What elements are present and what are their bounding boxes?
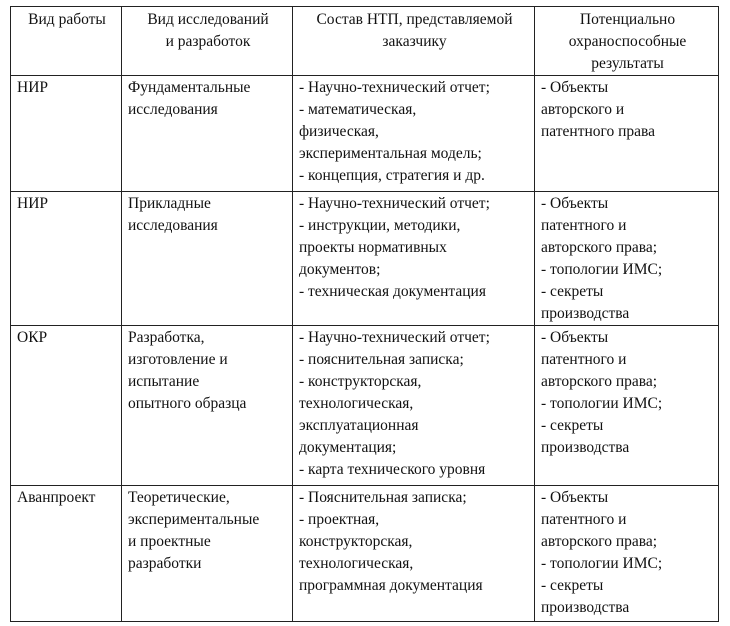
header-line: Состав НТП, представляемой [316,11,513,28]
cell-line: исследования [128,217,218,234]
cell-line: документация; [299,439,397,456]
cell-line: физическая, [299,123,379,140]
cell-composition [293,486,535,622]
cell-line: - Объекты [541,195,609,212]
cell-line: конструкторская, [299,533,413,550]
cell-line: - секреты [541,417,604,434]
cell-line: Фундаментальные [128,79,251,96]
cell-line: авторского и [541,101,625,118]
cell-line: исследования [128,101,218,118]
cell-line: экспериментальная модель; [299,145,482,162]
cell-line: - конструкторская, [299,373,422,390]
header-line: Потенциально [579,11,676,28]
cell-line: авторского права; [541,373,658,390]
cell-research-type [122,326,293,486]
cell-line: патентного и [541,217,627,234]
cell-research-type [122,192,293,326]
header-line: Вид исследований [147,11,269,28]
table-header-row [11,7,719,76]
cell-line: - техническая документация [299,283,486,300]
cell-work-type [11,192,122,326]
table-row [11,76,719,192]
table-row [11,192,719,326]
cell-line: опытного образца [128,395,247,412]
cell-line: испытание [128,373,200,390]
cell-line: Разработка, [128,329,205,346]
cell-line: - секреты [541,283,604,300]
cell-line: Аванпроект [17,489,96,506]
cell-line: патентного и [541,351,627,368]
cell-line: - проектная, [299,511,380,528]
header-results [535,7,719,76]
cell-line: ОКР [17,329,48,346]
cell-line: программная документация [299,577,483,594]
header-research-type [122,7,293,76]
cell-line: - пояснительная записка; [299,351,464,368]
cell-line: авторского права; [541,533,658,550]
cell-line: производства [541,439,630,456]
cell-results [535,76,719,192]
cell-work-type [11,486,122,622]
cell-line: - топологии ИМС; [541,261,663,278]
header-work-type [11,7,122,76]
cell-line: производства [541,305,630,322]
cell-line: - Научно-технический отчет; [299,329,490,346]
cell-line: разработки [128,555,202,572]
cell-line: изготовление и [128,351,228,368]
table-row [11,486,719,622]
table-row [11,326,719,486]
header-composition [293,7,535,76]
cell-line: - инструкции, методики, [299,217,461,234]
cell-research-type [122,76,293,192]
cell-line: - топологии ИМС; [541,395,663,412]
cell-line: - карта технического уровня [299,461,486,478]
cell-line: производства [541,599,630,616]
cell-work-type [11,76,122,192]
cell-line: - Объекты [541,489,609,506]
cell-line: - Научно-технический отчет; [299,79,490,96]
header-line: заказчику [382,33,447,50]
cell-line: НИР [17,195,49,212]
cell-line: и проектные [128,533,211,550]
header-line: результаты [591,55,664,72]
cell-line: проекты нормативных [299,239,447,256]
cell-line: - топологии ИМС; [541,555,663,572]
cell-line: - Научно-технический отчет; [299,195,490,212]
cell-line: НИР [17,79,49,96]
cell-line: технологическая, [299,555,414,572]
cell-composition [293,192,535,326]
cell-line: - Пояснительная записка; [299,489,467,506]
cell-research-type [122,486,293,622]
cell-line: - секреты [541,577,604,594]
cell-composition [293,76,535,192]
cell-line: Прикладные [128,195,211,212]
header-line: охраноспособные [568,33,687,50]
cell-line: экспериментальные [128,511,260,528]
cell-results [535,192,719,326]
cell-line: - Объекты [541,79,609,96]
header-line: Вид работы [28,11,106,28]
cell-line: патентного права [541,123,656,140]
cell-results [535,486,719,622]
cell-work-type [11,326,122,486]
cell-line: документов; [299,261,381,278]
cell-line: - математическая, [299,101,417,118]
cell-line: эксплуатационная [299,417,419,434]
cell-line: патентного и [541,511,627,528]
works-table [10,6,719,622]
header-line: и разработок [165,33,251,50]
cell-results [535,326,719,486]
cell-line: Теоретические, [128,489,230,506]
cell-line: авторского права; [541,239,658,256]
cell-line: технологическая, [299,395,414,412]
cell-line: - концепция, стратегия и др. [299,167,485,184]
cell-composition [293,326,535,486]
cell-line: - Объекты [541,329,609,346]
